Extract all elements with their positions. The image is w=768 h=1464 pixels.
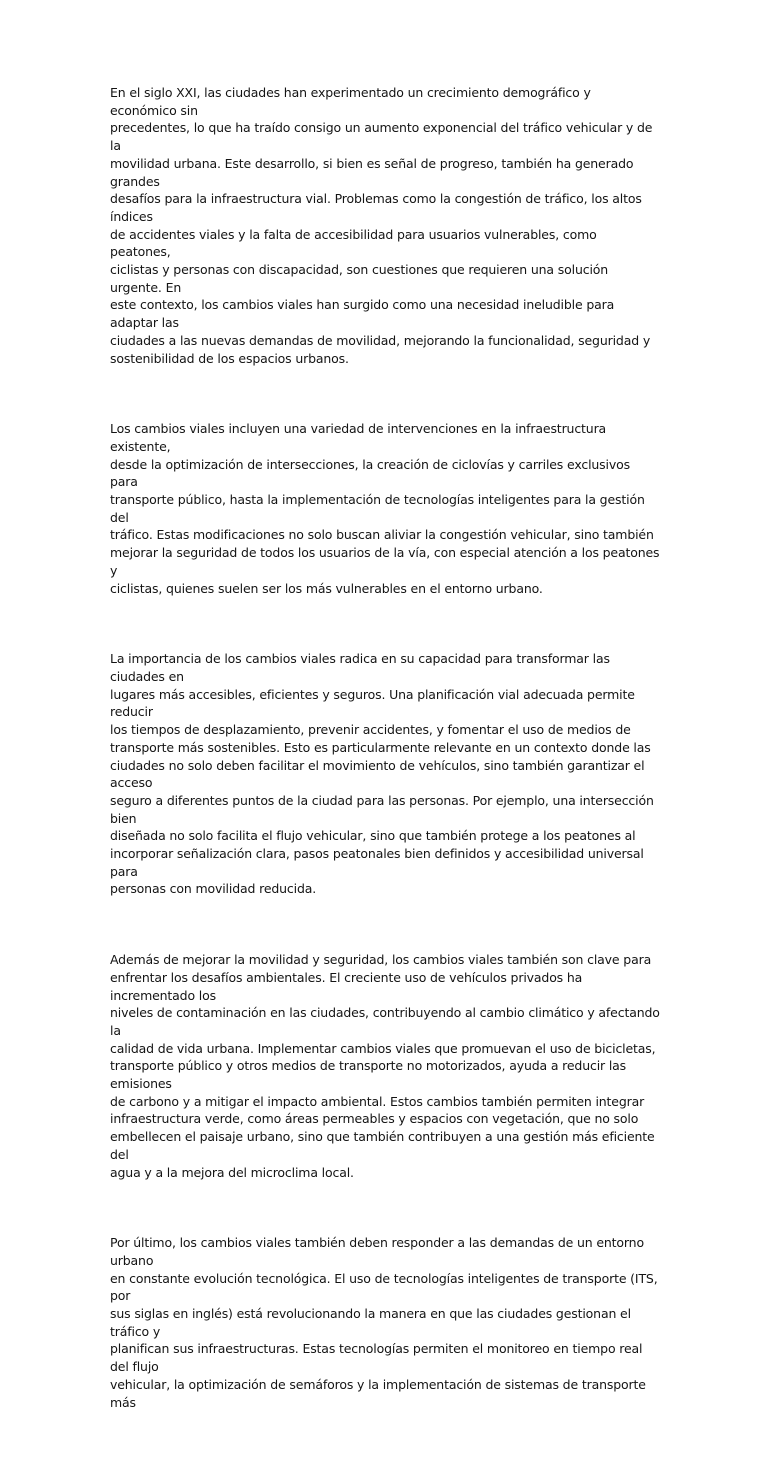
paragraph-4: Además de mejorar la movilidad y seguridad, los cambios viales también son clave para enfrentar los desafíos ambientales. El creciente uso de vehículos privados ha incrementado los niveles de contaminación en las ciudades, contribuyendo al cambio climático y afectando la calidad de vida urbana. Implementar cambios viales que promuevan el uso de bicicletas, transporte público y otros medios de transporte no motorizados, ayuda a reducir las emisiones de carbono y a mitigar el impacto ambiental. Estos cambios también permiten integrar infraestructura verde, como áreas permeables y espacios con vegetación, que no solo embellecen el paisaje urbano, sino que también contribuyen a una gestión más eficiente del agua y a la mejora del microclima local. [110, 952, 660, 1180]
paragraph-1: En el siglo XXI, las ciudades han experimentado un crecimiento demográfico y económico sin precedentes, lo que ha traído consigo un aumento exponencial del tráfico vehicular y de la movilidad urbana. Este desarrollo, si bien es señal de progreso, también ha generado grandes desafíos para la infraestructura vial. Problemas como la congestión de tráfico, los altos índices de accidentes viales y la falta de accesibilidad para usuarios vulnerables, como peatones, ciclistas y personas con discapacidad, son cuestiones que requieren una solución urgente. En este contexto, los cambios viales han surgido como una necesidad ineludible para adaptar las ciudades a las nuevas demandas de movilidad, mejorando la funcionalidad, seguridad y sostenibilidad de los espacios urbanos. [110, 85, 653, 366]
paragraph-2: Los cambios viales incluyen una variedad de intervenciones en la infraestructura existente, desde la optimización de intersecciones, la creación de ciclovías y carriles exclusivos para transporte público, hasta la implementación de tecnologías inteligentes para la gestión del tráfico. Estas modificaciones no solo buscan aliviar la congestión vehicular, sino también mejorar la seguridad de todos los usuarios de la vía, con especial atención a los peatones y ciclistas, quienes suelen ser los más vulnerables en el entorno urbano. [110, 421, 660, 596]
paragraph-3: La importancia de los cambios viales radica en su capacidad para transformar las ciudades en lugares más accesibles, eficientes y seguros. Una planificación vial adecuada permite reducir los tiempos de desplazamiento, prevenir accidentes, y fomentar el uso de medios de transporte más sostenibles. Esto es particularmente relevante en un contexto donde las ciudades no solo deben facilitar el movimiento de vehículos, sino también garantizar el acceso seguro a diferentes puntos de la ciudad para las personas. Por ejemplo, una intersección bien diseñada no solo facilita el flujo vehicular, sino que también protege a los peatones al incorporar señalización clara, pasos peatonales bien definidos y accesibilidad universal para personas con movilidad reducida. [110, 651, 654, 897]
document-body [110, 84, 660, 1464]
paragraph-5: Por último, los cambios viales también deben responder a las demandas de un entorno urbano en constante evolución tecnológica. El uso de tecnologías inteligentes de transporte (ITS, por sus siglas en inglés) está revolucionando la manera en que las ciudades gestionan el tráfico y planifican sus infraestructuras. Estas tecnologías permiten el monitoreo en tiempo real del flujo vehicular, la optimización de semáforos y la implementación de sistemas de transporte más [110, 1235, 658, 1410]
